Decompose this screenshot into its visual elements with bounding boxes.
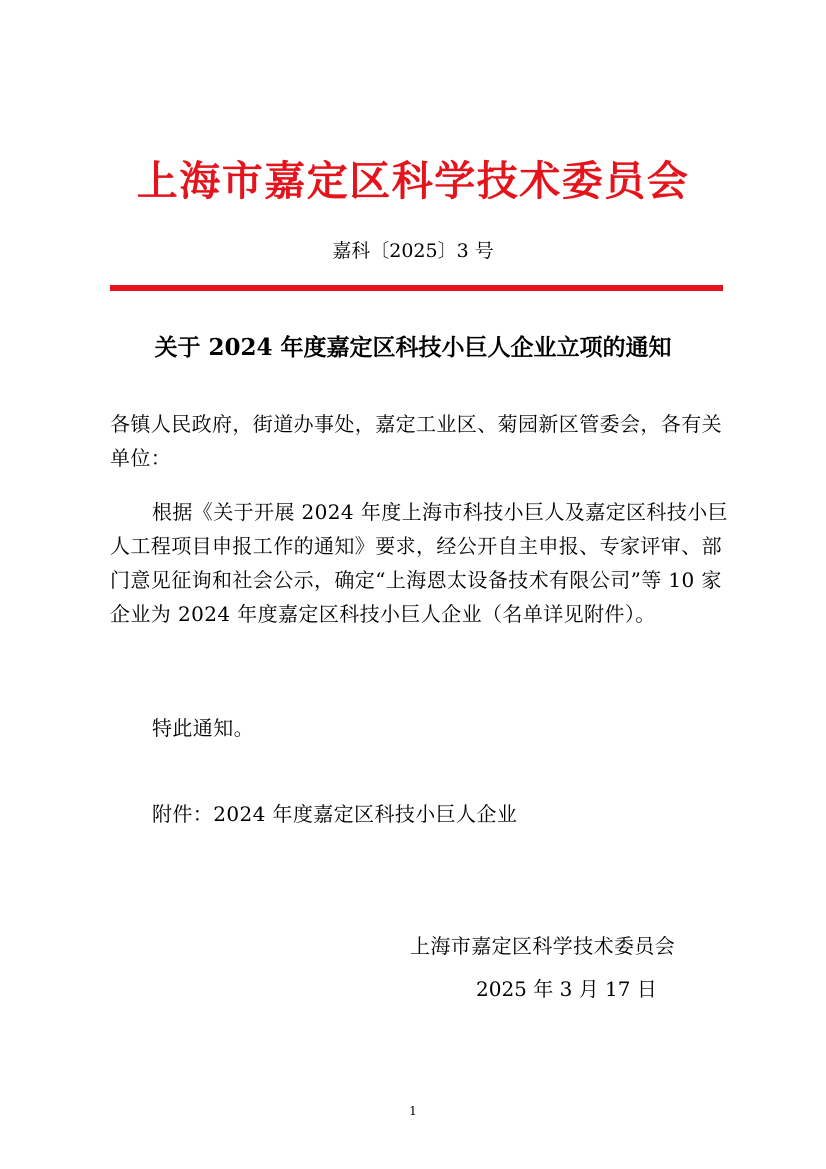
signature-organization: 上海市嘉定区科学技术委员会 bbox=[410, 934, 676, 958]
attachment-line: 附件：2024 年度嘉定区科技小巨人企业 bbox=[152, 802, 518, 826]
main-paragraph: 根据《关于开展 2024 年度上海市科技小巨人及嘉定区科技小巨人工程项目申报工作的通知》要求，经公开自主申报、专家评审、部门意见征询和社会公示，确定“上海恩太设备技术有限公司”等 10 家企业为 2024 年度嘉定区科技小巨人企业（名单详见附件）。 bbox=[110, 500, 729, 626]
document-number: 嘉科〔2025〕3 号 bbox=[332, 240, 494, 262]
page-number: 1 bbox=[409, 1104, 417, 1118]
signature-date: 2025 年 3 月 17 日 bbox=[476, 977, 657, 1001]
notice-title: 关于 2024 年度嘉定区科技小巨人企业立项的通知 bbox=[154, 334, 672, 361]
red-divider-rule bbox=[110, 285, 723, 291]
issuer-heading: 上海市嘉定区科学技术委员会 bbox=[136, 157, 690, 205]
closing-paragraph: 特此通知。 bbox=[152, 716, 254, 740]
addressee-paragraph: 各镇人民政府，街道办事处，嘉定工业区、菊园新区管委会，各有关单位： bbox=[110, 412, 722, 470]
